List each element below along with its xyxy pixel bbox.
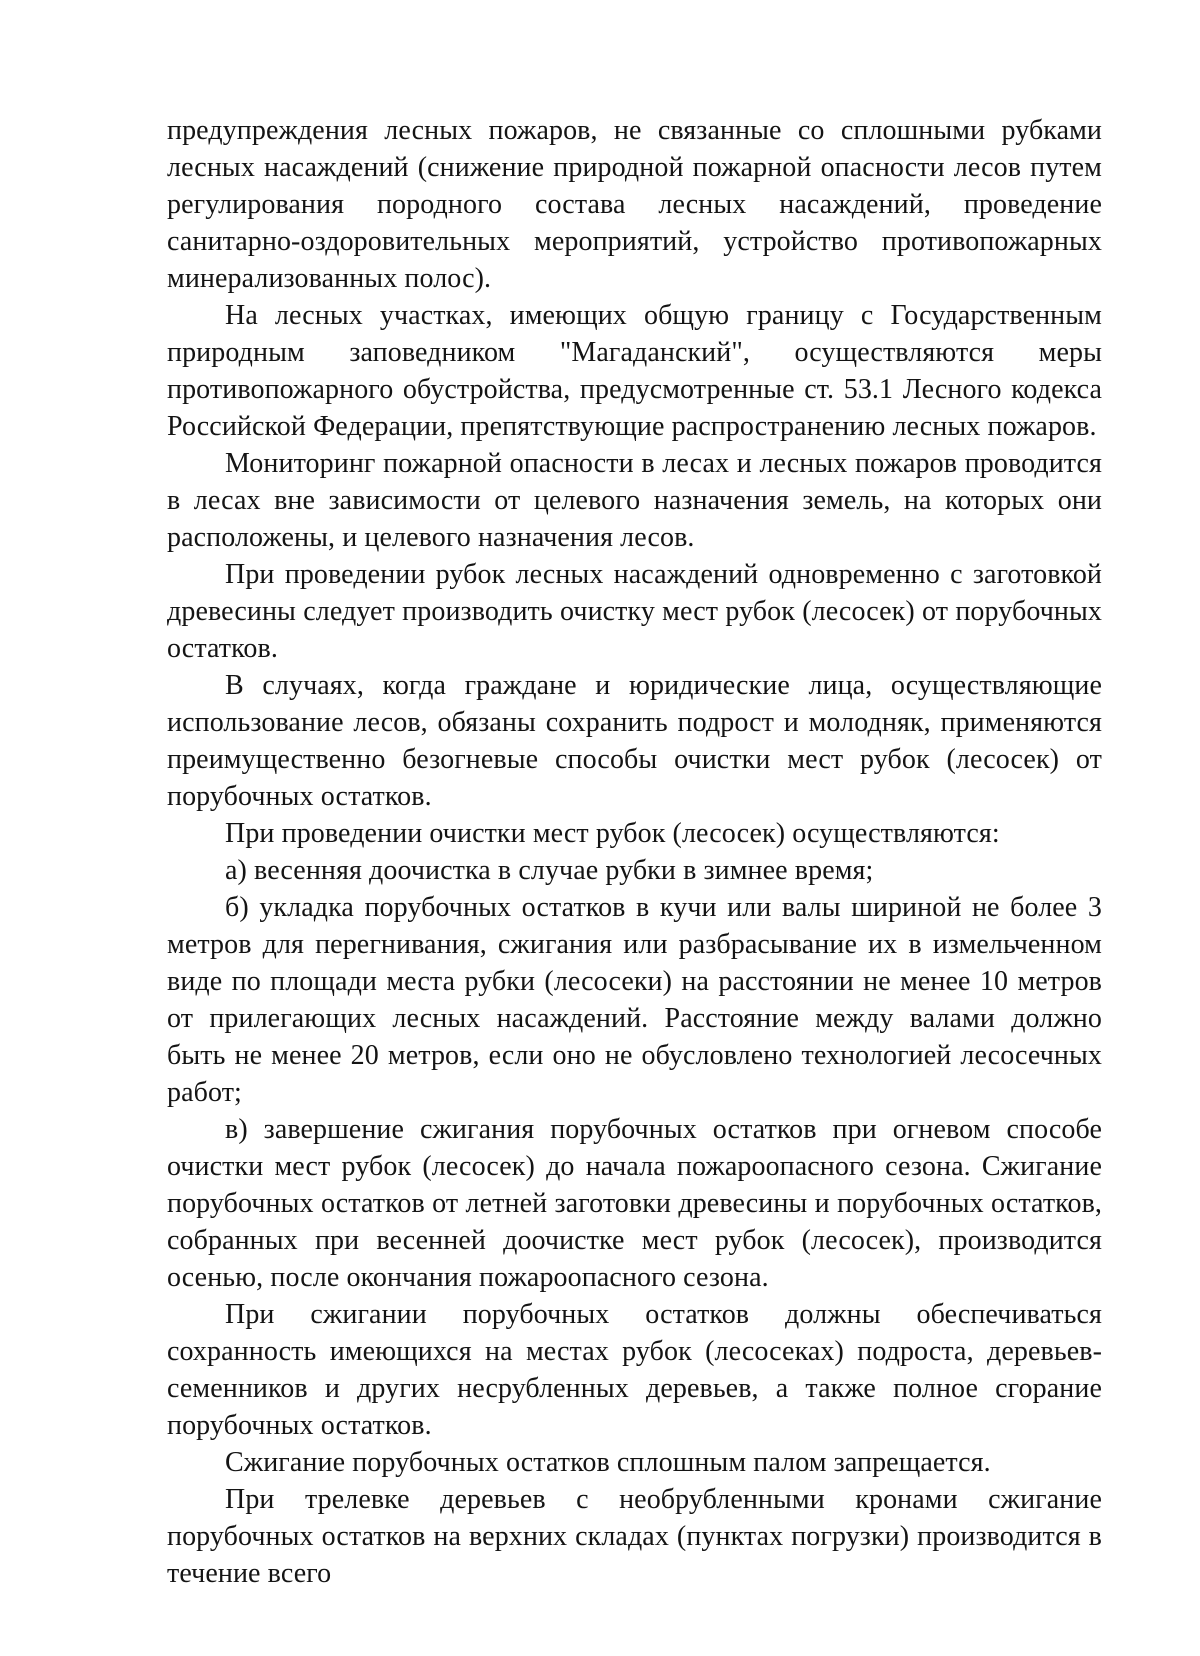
paragraph-2: На лесных участках, имеющих общую границу с Государственным природным заповедником "Магаданский", осуществляются меры противопожарного обустройства, предусмотренные ст. 53.1 Лесного кодекса Российской Федерации, препятствующие распространению лесных пожаров. [167,300,1102,442]
paragraph-4: При проведении рубок лесных насаждений одновременно с заготовкой древесины следует производить очистку мест рубок (лесосек) от порубочных остатков. [167,559,1102,664]
paragraph-11: Сжигание порубочных остатков сплошным палом запрещается. [225,1447,991,1478]
paragraph-5: В случаях, когда граждане и юридические лица, осуществляющие использование лесов, обязаны сохранить подрост и молодняк, применяются преимущественно безогневые способы очистки мест рубок (лесосек) от порубочных остатков. [167,670,1102,812]
paragraph-7: а) весенняя доочистка в случае рубки в зимнее время; [225,855,874,886]
paragraph-9: в) завершение сжигания порубочных остатков при огневом способе очистки мест рубок (лесосек) до начала пожароопасного сезона. Сжигание порубочных остатков от летней заготовки древесины и порубочных остатков, собранных при весенней доочистке мест рубок (лесосек), производится осенью, после окончания пожароопасного сезона. [167,1114,1102,1293]
paragraph-10: При сжигании порубочных остатков должны обеспечиваться сохранность имеющихся на местах рубок (лесосеках) подроста, деревьев-семенников и других несрубленных деревьев, а также полное сгорание порубочных остатков. [167,1299,1102,1441]
paragraph-8: б) укладка порубочных остатков в кучи или валы шириной не более 3 метров для перегнивания, сжигания или разбрасывание их в измельченном виде по площади места рубки (лесосеки) на расстоянии не менее 10 метров от прилегающих лесных насаждений. Расстояние между валами должно быть не менее 20 метров, если оно не обусловлено технологией лесосечных работ; [167,892,1102,1108]
paragraph-1: предупреждения лесных пожаров, не связанные со сплошными рубками лесных насаждений (снижение природной пожарной опасности лесов путем регулирования породного состава лесных насаждений, проведение санитарно-оздоровительных мероприятий, устройство противопожарных минерализованных полос). [167,115,1102,294]
document-page [167,112,1102,1592]
paragraph-6: При проведении очистки мест рубок (лесосек) осуществляются: [225,818,1000,849]
paragraph-3: Мониторинг пожарной опасности в лесах и лесных пожаров проводится в лесах вне зависимости от целевого назначения земель, на которых они расположены, и целевого назначения лесов. [167,448,1102,553]
paragraph-12: При трелевке деревьев с необрубленными кронами сжигание порубочных остатков на верхних складах (пунктах погрузки) производится в течение всего [167,1484,1102,1589]
